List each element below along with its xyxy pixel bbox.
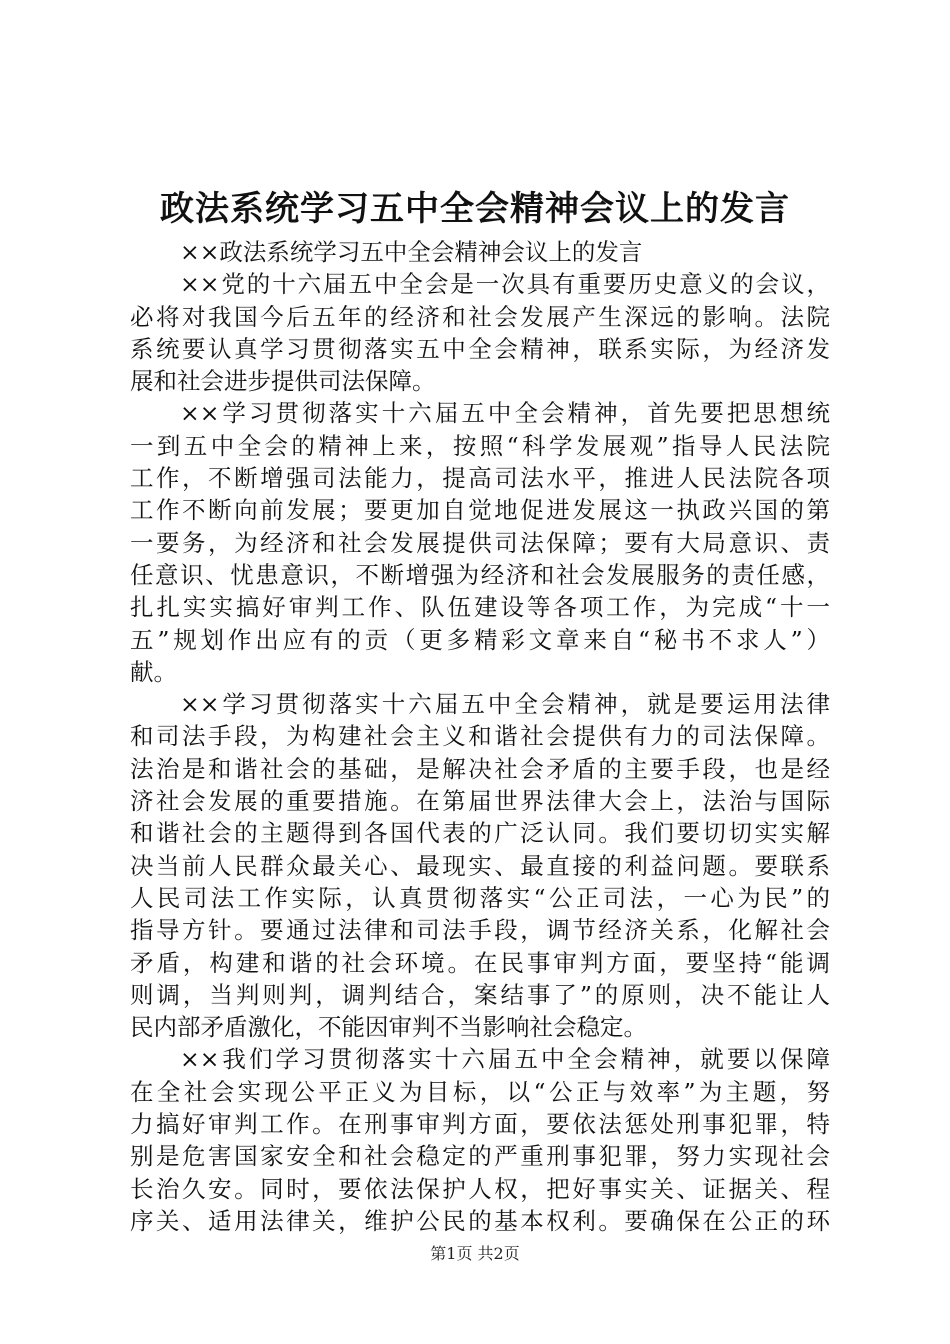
- text-line: 五”规划作出应有的贡（更多精彩文章来自“秘书不求人”）: [130, 625, 830, 654]
- text-line: 必将对我国今后五年的经济和社会发展产生深远的影响。法院: [130, 302, 830, 331]
- text-line: 任意识、忧患意识，不断增强为经济和社会发展服务的责任感，: [130, 560, 830, 589]
- text-line: 一到五中全会的精神上来，按照“科学发展观”指导人民法院: [130, 431, 830, 460]
- text-line: 和司法手段，为构建社会主义和谐社会提供有力的司法保障。: [130, 722, 830, 751]
- document-body: [130, 236, 830, 1237]
- text-line: 济社会发展的重要措施。在第届世界法律大会上，法治与国际: [130, 787, 830, 816]
- text-line: 法治是和谐社会的基础，是解决社会矛盾的主要手段，也是经: [130, 754, 830, 783]
- text-line: 献。: [130, 657, 177, 686]
- text-line: 序关、适用法律关，维护公民的基本权利。要确保在公正的环: [130, 1206, 830, 1235]
- text-line: 系统要认真学习贯彻落实五中全会精神，联系实际，为经济发: [130, 334, 830, 363]
- text-line: 决当前人民群众最关心、最现实、最直接的利益问题。要联系: [130, 851, 830, 880]
- text-line: 长治久安。同时，要依法保护人权，把好事实关、证据关、程: [130, 1174, 830, 1203]
- document-title: 政法系统学习五中全会精神会议上的发言: [160, 189, 790, 229]
- text-line: ××学习贯彻落实十六届五中全会精神，首先要把思想统: [180, 399, 830, 428]
- text-line: ××政法系统学习五中全会精神会议上的发言: [180, 238, 643, 266]
- page-footer: 第1页 共2页: [430, 1244, 520, 1263]
- text-line: 民内部矛盾激化，不能因审判不当影响社会稳定。: [130, 1013, 647, 1042]
- text-line: 工作不断向前发展；要更加自觉地促进发展这一执政兴国的第: [130, 496, 830, 525]
- text-line: 别是危害国家安全和社会稳定的严重刑事犯罪，努力实现社会: [130, 1142, 830, 1171]
- text-line: 一要务，为经济和社会发展提供司法保障；要有大局意识、责: [130, 528, 830, 557]
- text-line: ××学习贯彻落实十六届五中全会精神，就是要运用法律: [180, 690, 830, 719]
- text-line: 和谐社会的主题得到各国代表的广泛认同。我们要切切实实解: [130, 819, 830, 848]
- text-line: ××党的十六届五中全会是一次具有重要历史意义的会议，: [180, 270, 830, 299]
- text-line: 扎扎实实搞好审判工作、队伍建设等各项工作，为完成“十一: [130, 593, 830, 622]
- text-line: 则调，当判则判，调判结合，案结事了”的原则，决不能让人: [130, 980, 830, 1009]
- text-line: 人民司法工作实际，认真贯彻落实“公正司法，一心为民”的: [130, 883, 830, 912]
- text-line: ××我们学习贯彻落实十六届五中全会精神，就要以保障: [180, 1045, 830, 1074]
- text-line: 展和社会进步提供司法保障。: [130, 367, 436, 396]
- text-line: 指导方针。要通过法律和司法手段，调节经济关系，化解社会: [130, 916, 830, 945]
- text-line: 力搞好审判工作。在刑事审判方面，要依法惩处刑事犯罪，特: [130, 1110, 830, 1139]
- text-line: 工作，不断增强司法能力，提高司法水平，推进人民法院各项: [130, 464, 830, 493]
- text-line: 在全社会实现公平正义为目标，以“公正与效率”为主题，努: [130, 1077, 830, 1106]
- text-line: 矛盾，构建和谐的社会环境。在民事审判方面，要坚持“能调: [130, 948, 830, 977]
